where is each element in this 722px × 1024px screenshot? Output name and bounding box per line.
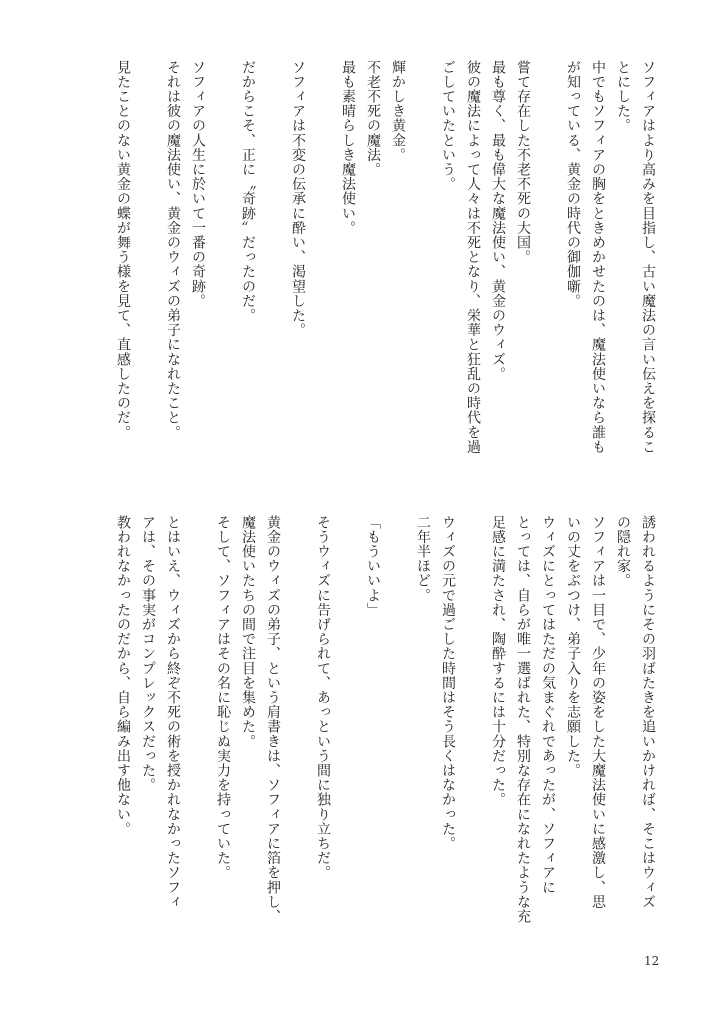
blank-line [260,60,285,490]
text-line: それは彼の魔法使い、黄金のウィズの弟子になれたこと。 [165,60,181,440]
lower-text-block [110,515,660,935]
text-line: ソフィアは不変の伝承に酔い、渇望した。 [290,60,306,338]
text-line: そうウィズに告げられて、あっという間に独り立ちだ。 [315,515,331,880]
text-line: アは、その事実がコンプレックスだった。 [140,515,156,793]
upper-text-block [110,60,660,490]
text-line: だからこそ、正に〝奇跡〟だったのだ。 [240,60,256,323]
text-line: とっては、自らが唯一選ばれた、特別な存在になれたような充 [515,515,531,924]
blank-line [460,515,485,935]
text-line: 魔法使いたちの間で注目を集めた。 [240,515,256,749]
blank-line [385,515,410,935]
text-line: とはいえ、ウィズから終ぞ不死の術を授かれなかったソフィ [165,515,181,910]
text-line: 中でもソフィアの胸をときめかせたのは、魔法使いなら誰も [590,60,606,455]
blank-line [310,60,335,490]
text-line: ソフィアは一目で、少年の姿をした大魔法使いに感激し、思 [590,515,606,910]
text-line: 教われなかったのだから、自ら編み出す他ない。 [115,515,131,837]
text-line: が知っている、黄金の時代の御伽噺。 [565,60,581,309]
blank-line [535,60,560,490]
text-line: の隠れ家。 [615,515,631,588]
text-line: ウィズの元で過ごした時間はそう長くはなかった。 [440,515,456,851]
text-line: 輝かしき黄金。 [390,60,406,163]
text-line: 黄金のウィズの弟子、という肩書きは、ソフィアに箔を押し、 [265,515,281,924]
blank-line [135,60,160,490]
text-line: 足感に満たされ、陶酔するには十分だった。 [490,515,506,807]
text-line: とにした。 [615,60,631,133]
text-line: ソフィアはより高みを目指し、古い魔法の言い伝えを探るこ [640,60,656,455]
text-line: 誘われるようにその羽ばたきを追いかければ、そこはウィズ [640,515,656,910]
text-line: ソフィアの人生に於いて一番の奇跡。 [190,60,206,309]
text-line: いの丈をぶつけ、弟子入りを志願した。 [565,515,581,778]
text-line: ごしていたという。 [440,60,456,192]
text-line: 「もういいよ」 [365,515,381,618]
text-line: 嘗て存在した不老不死の大国。 [515,60,531,265]
text-line: 最も素晴らしき魔法使い。 [340,60,356,236]
page-number: 12 [644,954,660,968]
blank-line [285,515,310,935]
blank-line [335,515,360,935]
text-line: 最も尊く、最も偉大な魔法使い、黄金のウィズ。 [490,60,506,382]
blank-line [185,515,210,935]
text-line: 二年半ほど。 [415,515,431,603]
text-line: 彼の魔法によって人々は不死となり、栄華と狂乱の時代を過 [465,60,481,455]
text-line: そして、ソフィアはその名に恥じぬ実力を持っていた。 [215,515,231,880]
blank-line [210,60,235,490]
text-line: 不老不死の魔法。 [365,60,381,177]
blank-line [410,60,435,490]
text-line: ウィズにとってはただの気まぐれであったが、ソフィアに [540,515,556,895]
text-line: 見たことのない黄金の蝶が舞う様を見て、直感したのだ。 [115,60,131,440]
